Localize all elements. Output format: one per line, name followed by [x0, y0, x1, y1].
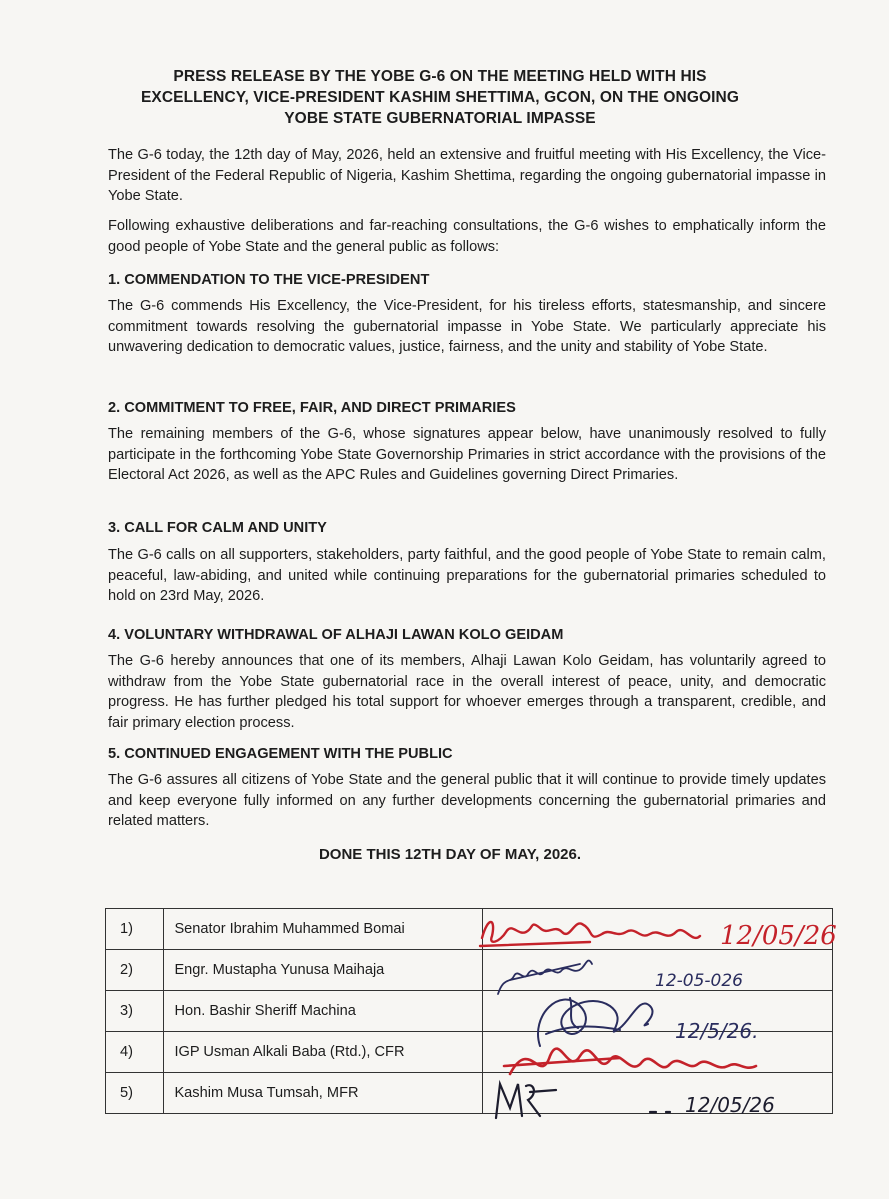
signature-1 — [480, 922, 700, 946]
signature-3 — [538, 998, 652, 1046]
section-body: The G-6 commends His Excellency, the Vice-President, for his tireless efforts, statesmanship, and sincere commitment towards resolving the gubernatorial impasse in Yobe State. We particularly appreciate his unwavering dedication to democratic values, justice, fairness, and the unity and stability of Yobe State. — [108, 298, 826, 356]
done-date-line: DONE THIS 12TH DAY OF MAY, 2026. — [318, 846, 582, 863]
signature-2 — [498, 961, 592, 994]
signatory-name: Senator Ibrahim Muhammed Bomai — [164, 909, 483, 950]
intro-paragraph: The G-6 today, the 12th day of May, 2026, held an extensive and fruitful meeting with His Excellency, the Vice-President of the Federal Republic of Nigeria, Kashim Shettima, regarding the ongoing gubernatorial impasse in Yobe State. — [108, 147, 826, 205]
section-body: The G-6 calls on all supporters, stakeholders, party faithful, and the good people of Yobe State to remain calm, peaceful, law-abiding, and united while continuing preparations for the gubernatorial primaries scheduled to hold on 23rd May, 2026. — [108, 547, 826, 605]
signature-date-5: 12/05/26 — [685, 1093, 775, 1117]
section-body: The G-6 hereby announces that one of its members, Alhaji Lawan Kolo Geidam, has voluntarily agreed to withdraw from the Yobe State gubernatorial race in the overall interest of peace, unity, and democratic progress. He has further pledged his total support for whoever emerges through a transparent, credible, and fair primary election process. — [108, 653, 826, 731]
intro-paragraph: Following exhaustive deliberations and far-reaching consultations, the G-6 wishes to emphatically inform the good people of Yobe State and the general public as follows: — [108, 218, 826, 255]
press-release-title — [90, 66, 790, 129]
title-line: YOBE STATE GUBERNATORIAL IMPASSE — [284, 110, 596, 127]
signatory-name: IGP Usman Alkali Baba (Rtd.), CFR — [164, 1032, 483, 1073]
section-heading: 4. VOLUNTARY WITHDRAWAL OF ALHAJI LAWAN KOLO GEIDAM — [108, 627, 564, 643]
row-number: 4) — [106, 1032, 164, 1073]
row-number: 5) — [106, 1073, 164, 1114]
section-heading: 1. COMMENDATION TO THE VICE-PRESIDENT — [108, 272, 430, 288]
signatory-name: Engr. Mustapha Yunusa Maihaja — [164, 950, 483, 991]
section-heading: 3. CALL FOR CALM AND UNITY — [108, 520, 327, 536]
section-body: The remaining members of the G-6, whose signatures appear below, have unanimously resolved to fully participate in the forthcoming Yobe State Governorship Primaries in strict accordance with the provisions of the Electoral Act 2026, as well as the APC Rules and Guidelines governing Direct Primaries. — [108, 426, 826, 484]
row-number: 1) — [106, 909, 164, 950]
title-line: PRESS RELEASE BY THE YOBE G-6 ON THE MEETING HELD WITH HIS — [173, 68, 707, 85]
section-heading: 5. CONTINUED ENGAGEMENT WITH THE PUBLIC — [108, 746, 453, 762]
signature-date-3: 12/5/26. — [675, 1019, 759, 1043]
handwritten-signatures — [470, 906, 850, 1136]
signatory-name: Kashim Musa Tumsah, MFR — [164, 1073, 483, 1114]
signature-date-1: 12/05/26 — [720, 921, 837, 951]
row-number: 3) — [106, 991, 164, 1032]
row-number: 2) — [106, 950, 164, 991]
section-heading: 2. COMMITMENT TO FREE, FAIR, AND DIRECT PRIMARIES — [108, 400, 516, 416]
signatory-name: Hon. Bashir Sheriff Machina — [164, 991, 483, 1032]
signature-4 — [504, 1049, 756, 1074]
signature-5 — [496, 1084, 670, 1118]
signature-date-2: 12-05-026 — [655, 971, 743, 991]
section-body: The G-6 assures all citizens of Yobe State and the general public that it will continue to provide timely updates and keep everyone fully informed on any further developments concerning the gubernatorial primaries and related matters. — [108, 772, 826, 830]
title-line: EXCELLENCY, VICE-PRESIDENT KASHIM SHETTIMA, GCON, ON THE ONGOING — [140, 89, 740, 106]
